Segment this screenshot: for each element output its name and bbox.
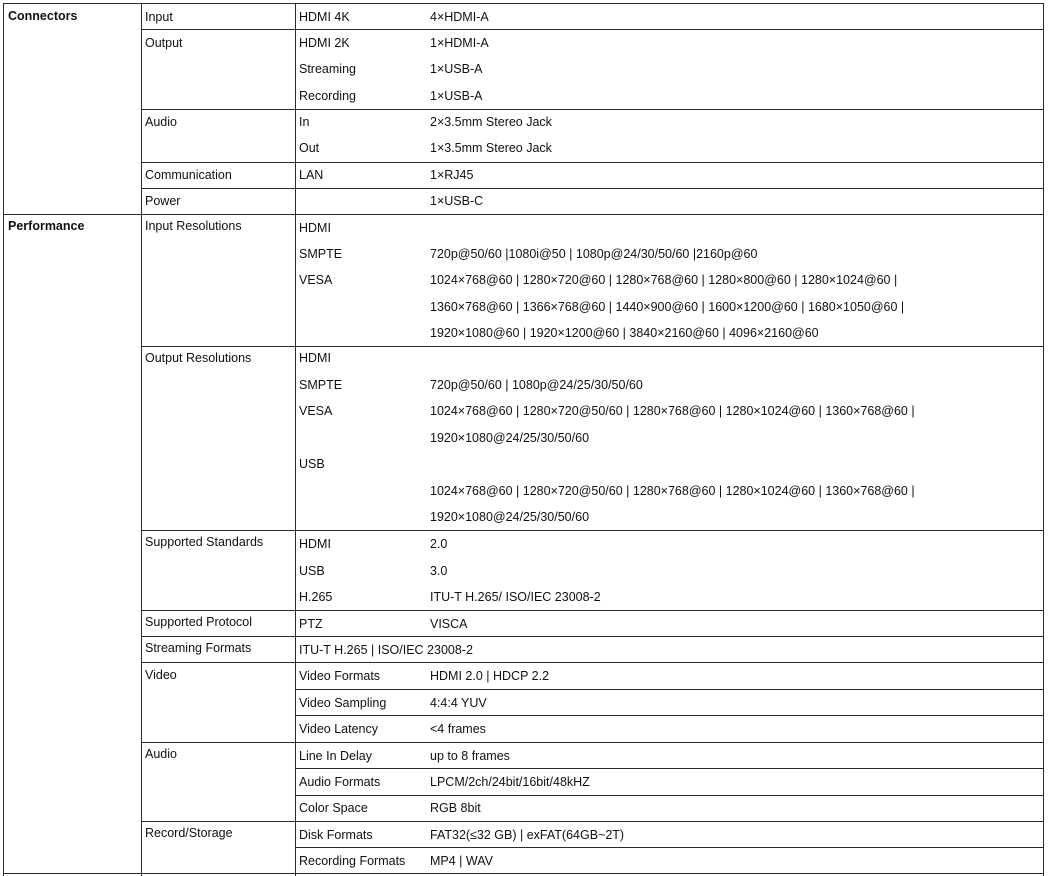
row-divider [295,715,1044,716]
spec-value: 1×HDMI-A [430,36,489,50]
spec-key: VESA [299,404,333,418]
spec-key: HDMI [299,351,331,365]
group-divider [141,610,1044,611]
group-divider [141,662,1044,663]
spec-value: VISCA [430,617,468,631]
group-divider [141,109,1044,110]
group-label-audio-performance: Audio [145,747,177,761]
table-border-top [3,3,1044,4]
spec-key: VESA [299,273,333,287]
section-divider [3,873,1044,874]
spec-key: HDMI [299,537,331,551]
group-divider [141,742,1044,743]
spec-key: LAN [299,168,324,182]
spec-value: up to 8 frames [430,749,510,763]
spec-key: Recording Formats [299,854,406,868]
spec-value: HDMI 2.0 | HDCP 2.2 [430,669,550,683]
group-divider [141,29,1044,30]
group-divider [141,530,1044,531]
spec-key: Color Space [299,801,368,815]
spec-key: Video Formats [299,669,381,683]
table-border-left [3,3,4,876]
group-divider [141,188,1044,189]
spec-value: RGB 8bit [430,801,481,815]
spec-value: ITU-T H.265/ ISO/IEC 23008-2 [430,590,601,604]
spec-key: USB [299,457,325,471]
spec-key: USB [299,564,325,578]
column-divider-2 [295,3,296,876]
group-divider [141,346,1044,347]
spec-value: 1360×768@60 | 1366×768@60 | 1440×900@60 | 1600×1200@60 | 1680×1050@60 | [430,300,905,314]
spec-key: HDMI [299,221,331,235]
spec-key: SMPTE [299,247,343,261]
group-divider [141,821,1044,822]
group-label-input: Input [145,10,173,24]
spec-value: 1×USB-A [430,89,483,103]
spec-value: 1×3.5mm Stereo Jack [430,141,552,155]
spec-value: LPCM/2ch/24bit/16bit/48kHZ [430,775,590,789]
group-label-record-storage: Record/Storage [145,826,233,840]
spec-key: HDMI 4K [299,10,350,24]
spec-value: 720p@50/60 | 1080p@24/25/30/50/60 [430,378,643,392]
spec-value: 1024×768@60 | 1280×720@50/60 | 1280×768@60 | 1280×1024@60 | 1360×768@60 | [430,404,915,418]
group-label-video: Video [145,668,177,682]
spec-value: 1920×1080@60 | 1920×1200@60 | 3840×2160@60 | 4096×2160@60 [430,326,819,340]
spec-value: 1×USB-C [430,194,484,208]
spec-key: Video Latency [299,722,378,736]
spec-value: FAT32(≤32 GB) | exFAT(64GB~2T) [430,828,625,842]
spec-value: 2×3.5mm Stereo Jack [430,115,552,129]
spec-key: Line In Delay [299,749,372,763]
row-divider [295,847,1044,848]
spec-key: Video Sampling [299,696,387,710]
row-divider [295,795,1044,796]
spec-key: Out [299,141,320,155]
group-label-power: Power [145,194,181,208]
group-label-supported-protocol: Supported Protocol [145,615,253,629]
section-title-performance: Performance [8,219,85,233]
group-divider [141,162,1044,163]
spec-value: 1024×768@60 | 1280×720@60 | 1280×768@60 | 1280×800@60 | 1280×1024@60 | [430,273,898,287]
spec-value: 1×RJ45 [430,168,474,182]
spec-value: 4×HDMI-A [430,10,489,24]
spec-key: Disk Formats [299,828,373,842]
group-label-input-resolutions: Input Resolutions [145,219,242,233]
table-border-right [1043,3,1044,876]
spec-value: 2.0 [430,537,448,551]
spec-value: 1920×1080@24/25/30/50/60 [430,431,590,445]
spec-value: 3.0 [430,564,448,578]
column-divider-1 [141,3,142,876]
spec-key: Recording [299,89,356,103]
spec-value: 1×USB-A [430,62,483,76]
group-label-audio: Audio [145,115,177,129]
spec-key: Streaming [299,62,356,76]
group-divider [141,636,1044,637]
spec-value: 4:4:4 YUV [430,696,487,710]
spec-key: HDMI 2K [299,36,350,50]
group-label-streaming-formats: Streaming Formats [145,641,252,655]
spec-key: ITU-T H.265 | ISO/IEC 23008-2 [299,643,473,657]
group-label-supported-standards: Supported Standards [145,535,264,549]
spec-key: SMPTE [299,378,343,392]
spec-key: In [299,115,310,129]
row-divider [295,768,1044,769]
spec-value: 1024×768@60 | 1280×720@50/60 | 1280×768@60 | 1280×1024@60 | 1360×768@60 | [430,484,915,498]
row-divider [295,689,1044,690]
section-title-connectors: Connectors [8,9,78,23]
spec-key: PTZ [299,617,323,631]
spec-value: MP4 | WAV [430,854,493,868]
group-label-communication: Communication [145,168,232,182]
group-label-output: Output [145,36,183,50]
spec-key: Audio Formats [299,775,381,789]
spec-key: H.265 [299,590,333,604]
spec-value: 720p@50/60 |1080i@50 | 1080p@24/30/50/60 |2160p@60 [430,247,758,261]
spec-value: 1920×1080@24/25/30/50/60 [430,510,590,524]
group-label-output-resolutions: Output Resolutions [145,351,252,365]
spec-value: <4 frames [430,722,486,736]
section-divider [3,214,1044,215]
